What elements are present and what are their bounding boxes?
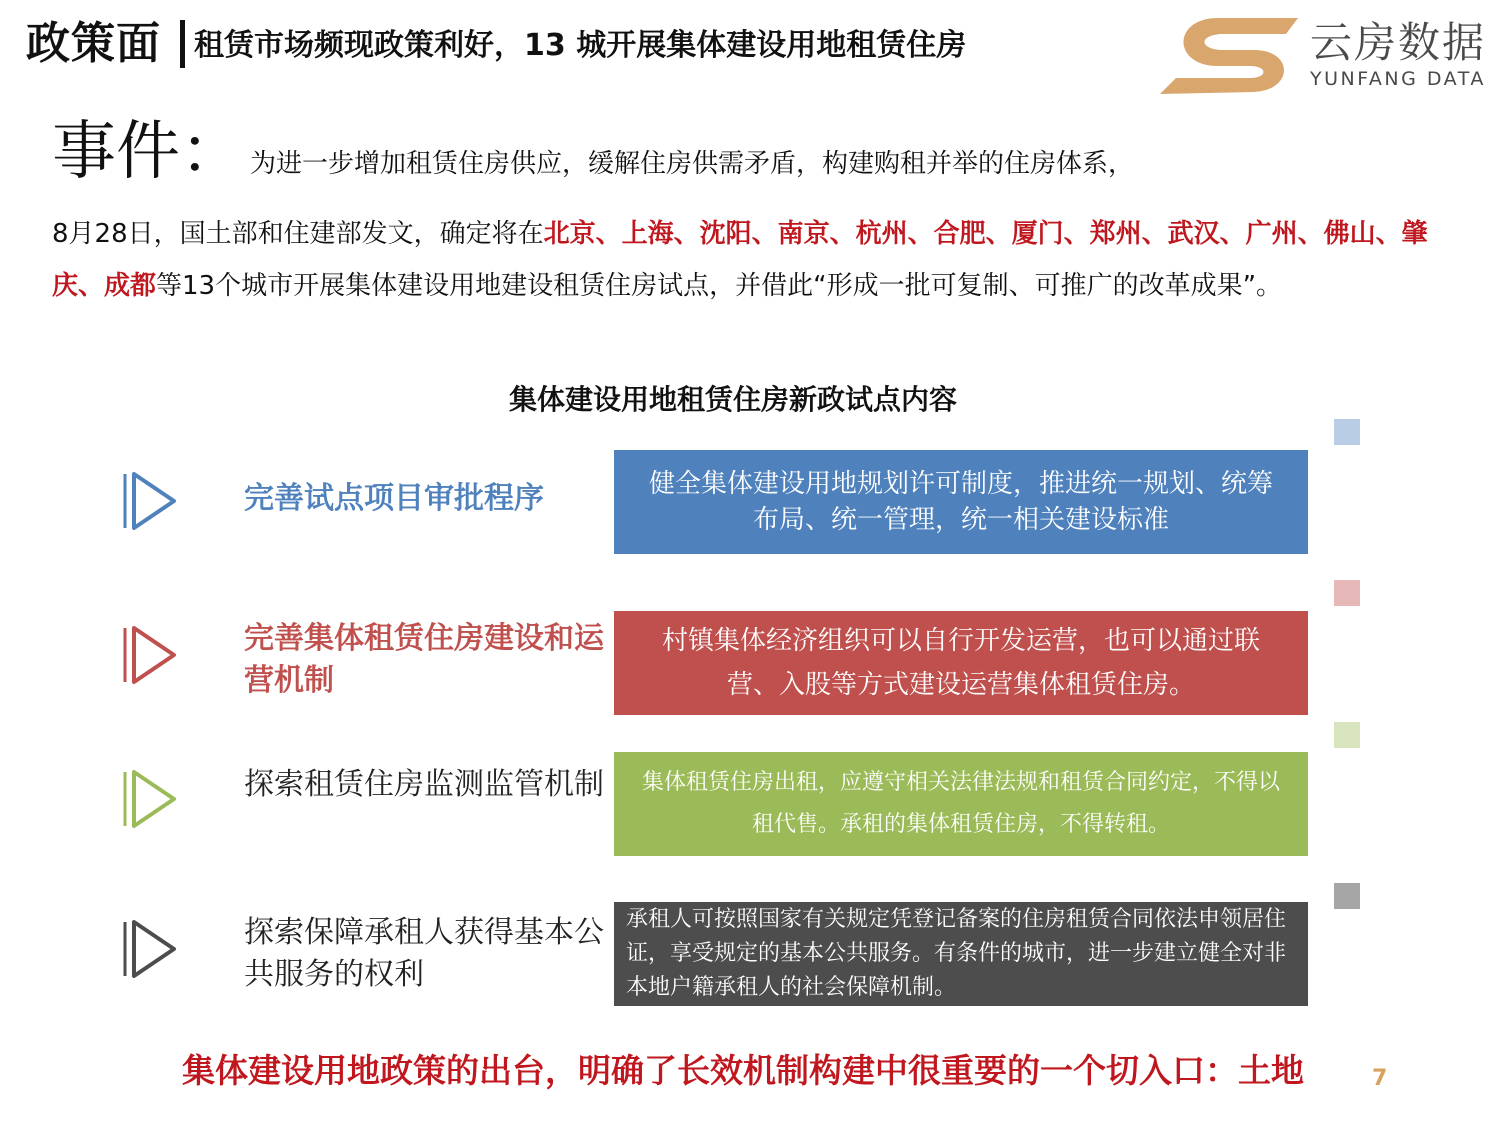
item-box-monitoring: 集体租赁住房出租，应遵守相关法律法规和租赁合同约定，不得以租代售。承租的集体租赁住房，不得转租。 xyxy=(614,752,1308,856)
item-title-approval: 完善试点项目审批程序 xyxy=(244,481,544,516)
footer-conclusion: 集体建设用地政策的出台，明确了长效机制构建中很重要的一个切入口：土地 xyxy=(182,1051,1304,1090)
event-lead: 8月28日，国土部和住建部发文，确定将在 xyxy=(52,219,544,249)
section-heading: 政策面 xyxy=(26,18,161,69)
event-body xyxy=(52,208,1472,312)
play-arrow-icon xyxy=(116,468,182,534)
page-number: 7 xyxy=(1372,1066,1388,1091)
play-arrow-icon xyxy=(116,766,182,832)
play-arrow-icon xyxy=(116,916,182,982)
logo-text-cn: 云房数据 xyxy=(1310,18,1487,67)
item-box-approval: 健全集体建设用地规划许可制度，推进统一规划、统筹布局、统一管理，统一相关建设标准 xyxy=(614,450,1308,554)
item-box-operation: 村镇集体经济组织可以自行开发运营，也可以通过联营、入股等方式建设运营集体租赁住房。 xyxy=(614,611,1308,715)
heading-divider xyxy=(180,20,185,68)
legend-square-gray xyxy=(1334,883,1360,909)
item-title-operation: 完善集体租赁住房建设和运营机制 xyxy=(244,621,604,698)
legend-square-blue xyxy=(1334,419,1360,445)
legend-square-green xyxy=(1334,722,1360,748)
item-title-monitoring: 探索租赁住房监测监管机制 xyxy=(244,767,604,802)
item-title-public-services: 探索保障承租人获得基本公共服务的权利 xyxy=(244,915,604,992)
event-label: 事件： xyxy=(52,115,244,189)
event-cities: 北京、上海、沈阳、南京、杭州、合肥、厦门、郑州、武汉、广州、佛山、肇庆、成都 xyxy=(52,219,1428,301)
event-intro: 为进一步增加租赁住房供应，缓解住房供需矛盾，构建购租并举的住房体系， xyxy=(250,149,1135,179)
page-title: 租赁市场频现政策利好，13 城开展集体建设用地租赁住房 xyxy=(194,28,967,63)
play-arrow-icon xyxy=(116,622,182,688)
event-tail: 等13个城市开展集体建设用地建设租赁住房试点，并借此“形成一批可复制、可推广的改革成果”。 xyxy=(156,271,1283,301)
section-title: 集体建设用地租赁住房新政试点内容 xyxy=(508,383,957,416)
item-box-public-services: 承租人可按照国家有关规定凭登记备案的住房租赁合同依法申领居住证，享受规定的基本公共服务。有条件的城市，进一步建立健全对非本地户籍承租人的社会保障机制。 xyxy=(614,902,1308,1006)
logo-text-en: YUNFANG DATA xyxy=(1310,68,1486,90)
legend-square-red xyxy=(1334,580,1360,606)
